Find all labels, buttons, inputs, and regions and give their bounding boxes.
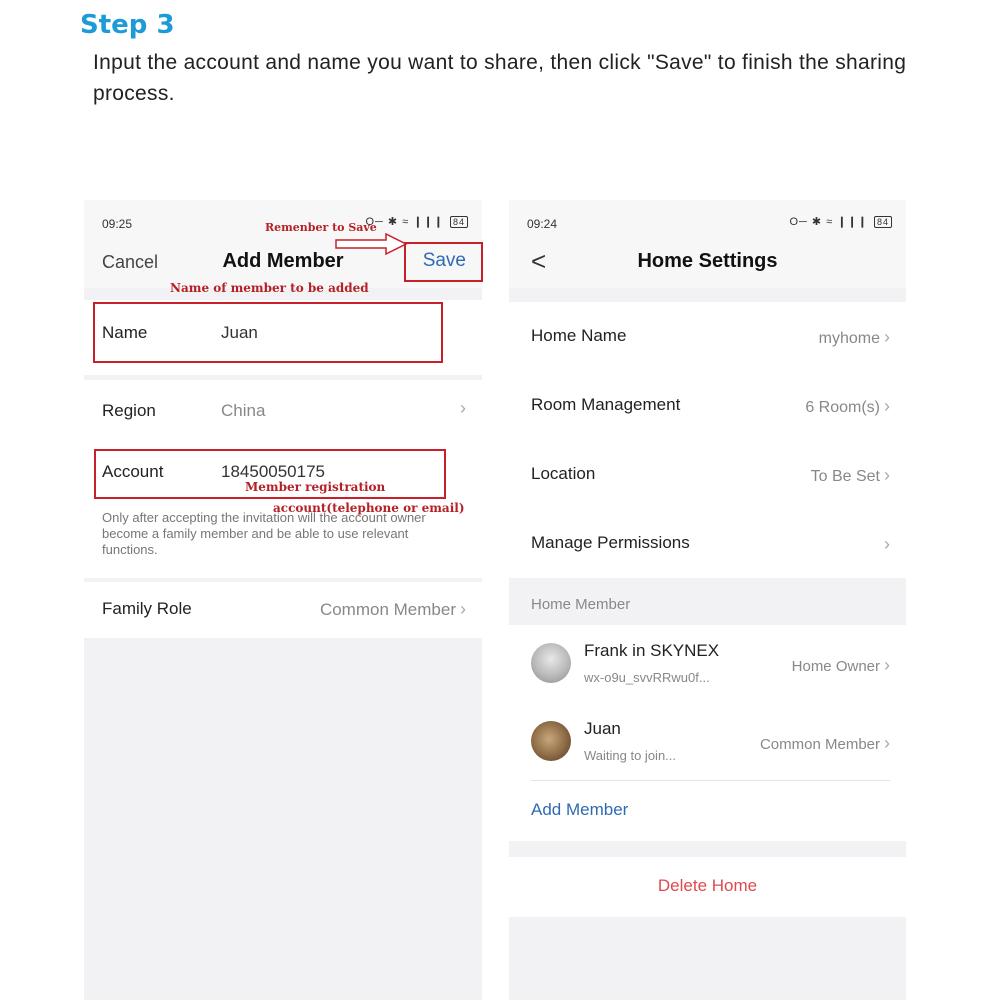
name-note: Name of member to be added [170,281,369,295]
setting-home-name[interactable] [509,302,906,371]
member-role-text: Common Member [759,736,880,753]
setting-label: Room Management [531,395,681,414]
chevron-right-icon: › [884,396,890,416]
settings-list [509,302,906,578]
page-title: Home Settings [637,250,778,272]
avatar [531,643,571,683]
delete-home-row[interactable] [509,857,906,917]
nav-bar [509,244,906,288]
setting-value [811,465,890,486]
chevron-right-icon: › [884,465,890,485]
add-member-button[interactable]: Add Member [531,800,629,819]
step-title: Step 3 [80,10,175,40]
remember-save-note: Remenber to Save [265,221,377,234]
family-role-value [320,599,466,620]
divider [531,780,890,781]
setting-value-text: myhome [818,330,880,347]
account-note-1: Member registration [245,480,386,494]
setting-label: Location [531,464,596,483]
family-role-row[interactable] [84,582,482,638]
account-hint: Only after accepting the invitation will the account owner become a family member and be able to use relevant functions. [102,510,426,557]
signal-icons: O─ ✱ ≈ ❙❙❙ [365,216,444,228]
cancel-button[interactable]: Cancel [102,252,159,272]
setting-manage-permissions[interactable] [509,509,906,578]
member-status: Waiting to join... [584,748,677,763]
name-highlight-box [93,302,443,363]
member-role [792,655,890,676]
account-note-2: account(telephone or email) [273,501,465,515]
chevron-right-icon: › [884,655,890,675]
name-label: Name [102,323,148,342]
account-label: Account [102,462,164,481]
chevron-right-icon: › [884,327,890,347]
step-description: Input the account and name you want to share, then click "Save" to finish the sharing process. [93,51,907,105]
status-time: 09:25 [102,217,133,231]
signal-icons: O─ ✱ ≈ ❙❙❙ [789,216,868,228]
members-list [509,625,906,841]
status-icons [789,215,892,228]
save-button[interactable]: Save [422,250,466,271]
battery-icon: 84 [874,216,892,228]
name-input[interactable]: Juan [221,323,258,342]
back-icon[interactable]: < [531,246,547,276]
member-id: wx-o9u_svvRRwu0f... [584,670,710,685]
family-role-label: Family Role [102,599,192,618]
setting-value [819,327,890,348]
member-role-text: Home Owner [791,658,880,675]
member-name: Frank in SKYNEX [584,641,720,660]
setting-location[interactable] [509,440,906,509]
delete-home-button[interactable]: Delete Home [657,876,758,895]
status-time: 09:24 [527,217,558,231]
region-label: Region [102,401,156,420]
setting-label: Home Name [531,326,627,345]
save-highlight-box [404,242,483,282]
page-title: Add Member [222,250,344,272]
member-item[interactable] [509,625,906,703]
arrow-icon [334,232,409,256]
region-row[interactable] [84,380,482,442]
setting-label: Manage Permissions [531,533,690,552]
chevron-right-icon: › [884,733,890,753]
setting-value-text: To Be Set [810,468,880,485]
chevron-right-icon: › [460,398,466,418]
setting-room-management[interactable] [509,371,906,440]
setting-value-text: 6 Room(s) [805,399,880,416]
setting-value [880,534,890,555]
status-icons [365,215,468,228]
account-input[interactable]: 18450050175 [221,462,326,481]
member-role [760,733,890,754]
status-bar [509,200,906,244]
chevron-right-icon: › [460,599,466,619]
battery-icon: 84 [450,216,468,228]
home-settings-screen [509,200,906,1000]
member-name: Juan [584,719,621,738]
avatar [531,721,571,761]
chevron-right-icon: › [884,534,890,554]
family-role-text: Common Member [319,600,456,619]
region-value: China [221,401,266,420]
home-member-section-label: Home Member [531,596,631,613]
member-item[interactable] [509,703,906,781]
setting-value [805,396,890,417]
